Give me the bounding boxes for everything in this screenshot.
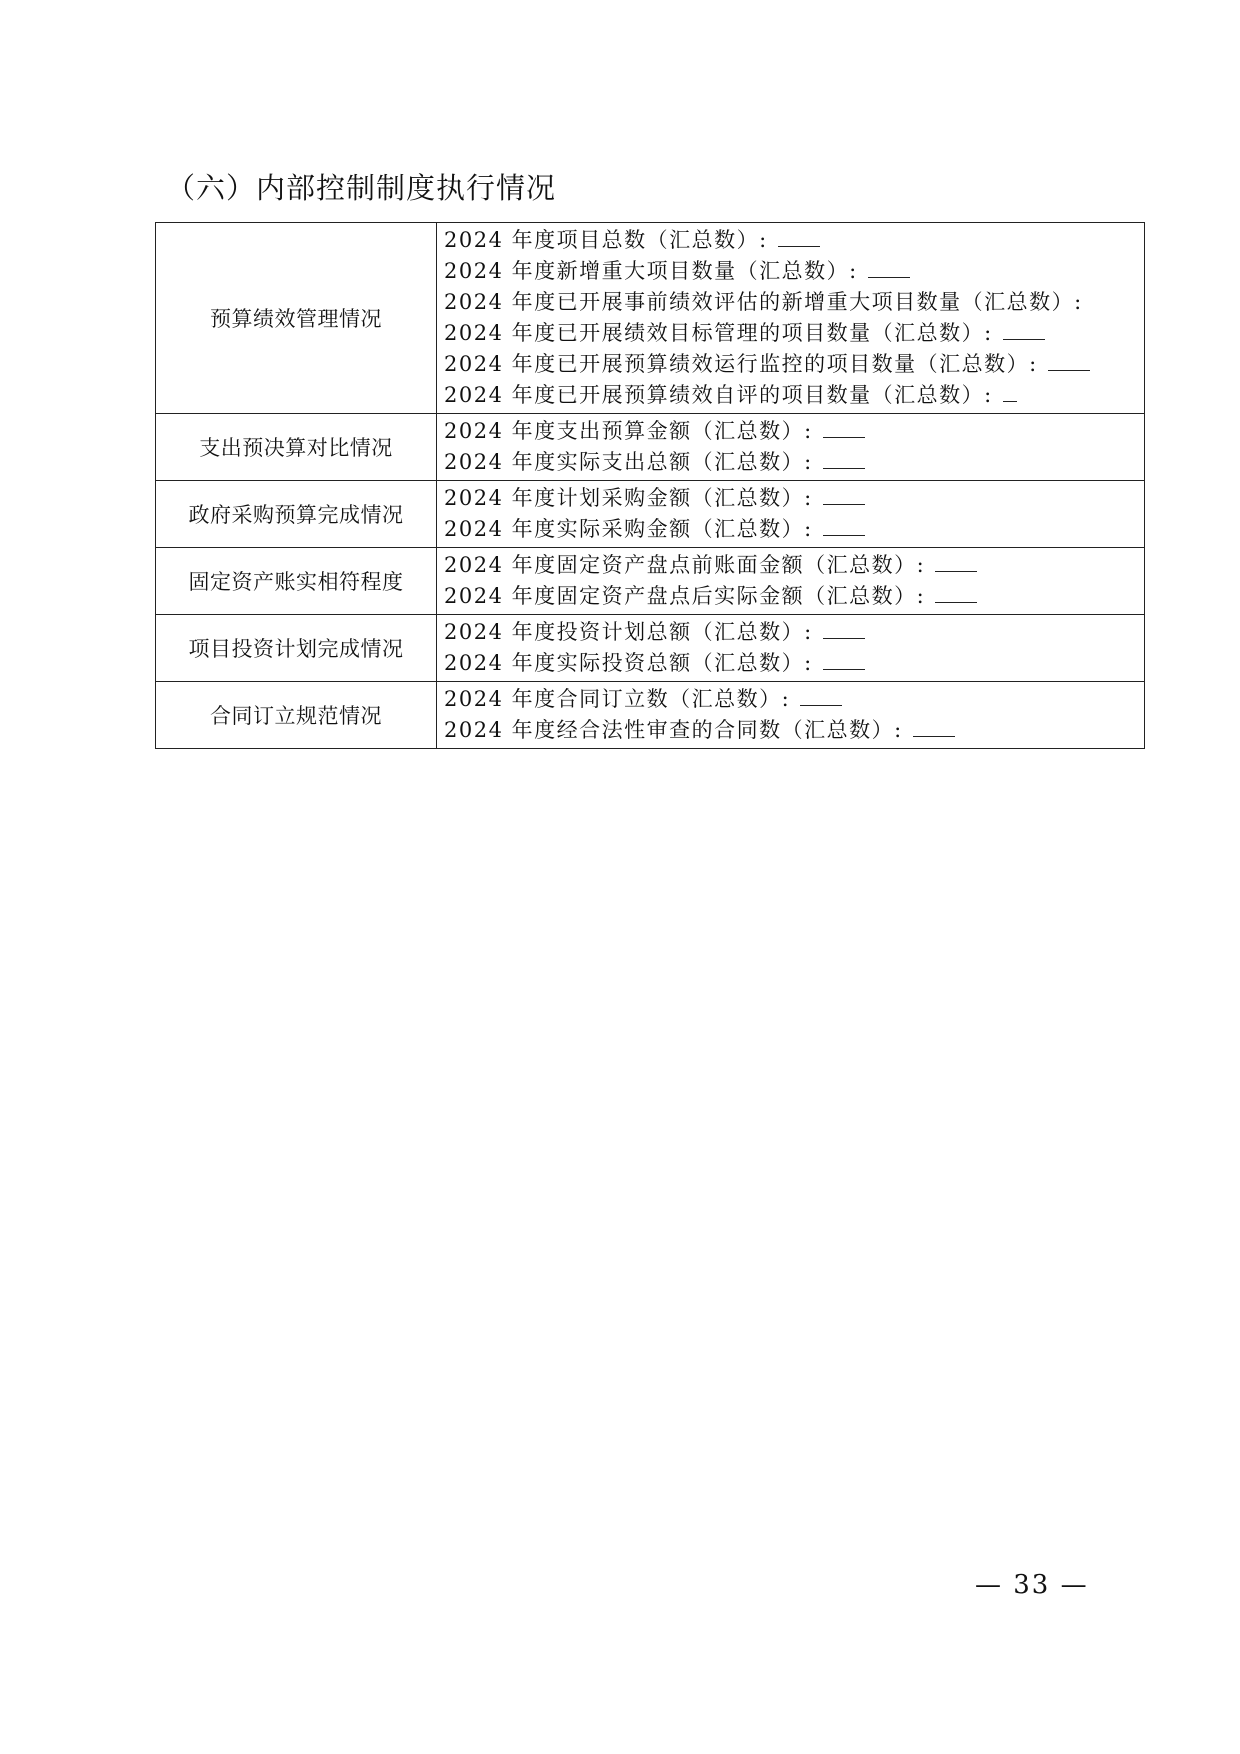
item-line [444, 447, 1144, 478]
item-text: 2024 年度经合法性审查的合同数（汇总数）: [444, 718, 903, 742]
table-row [156, 414, 1145, 481]
fill-in-blank[interactable] [823, 417, 865, 438]
fill-in-blank[interactable] [1003, 319, 1045, 340]
item-line [444, 256, 1144, 287]
category-cell: 固定资产账实相符程度 [156, 548, 437, 615]
item-text: 2024 年度计划采购金额（汇总数）: [444, 486, 813, 510]
item-line [444, 349, 1144, 380]
item-line [444, 380, 1144, 411]
items-cell [437, 223, 1145, 414]
table-row [156, 223, 1145, 414]
category-cell: 政府采购预算完成情况 [156, 481, 437, 548]
item-line [444, 287, 1144, 318]
item-text: 2024 年度合同订立数（汇总数）: [444, 687, 791, 711]
item-line [444, 550, 1144, 581]
items-cell [437, 548, 1145, 615]
item-line [444, 514, 1144, 545]
fill-in-blank[interactable] [868, 257, 910, 278]
fill-in-blank[interactable] [823, 649, 865, 670]
items-cell [437, 414, 1145, 481]
item-line [444, 617, 1144, 648]
item-text: 2024 年度实际支出总额（汇总数）: [444, 450, 813, 474]
fill-in-blank[interactable] [1003, 381, 1017, 402]
item-line [444, 648, 1144, 679]
item-text: 2024 年度项目总数（汇总数）: [444, 228, 768, 252]
item-text: 2024 年度实际投资总额（汇总数）: [444, 651, 813, 675]
category-cell: 支出预决算对比情况 [156, 414, 437, 481]
fill-in-blank[interactable] [823, 484, 865, 505]
fill-in-blank[interactable] [778, 226, 820, 247]
fill-in-blank[interactable] [823, 448, 865, 469]
page-heading: （六）内部控制制度执行情况 [166, 171, 557, 205]
item-line [444, 483, 1144, 514]
item-text: 2024 年度固定资产盘点前账面金额（汇总数）: [444, 553, 926, 577]
fill-in-blank[interactable] [823, 618, 865, 639]
table-row [156, 481, 1145, 548]
items-cell [437, 682, 1145, 749]
category-cell: 预算绩效管理情况 [156, 223, 437, 414]
table-row [156, 615, 1145, 682]
table-row [156, 682, 1145, 749]
items-cell [437, 481, 1145, 548]
page-number: — 33 — [975, 1570, 1089, 1600]
fill-in-blank[interactable] [800, 685, 842, 706]
internal-control-table [155, 222, 1145, 749]
fill-in-blank[interactable] [823, 515, 865, 536]
item-line [444, 684, 1144, 715]
fill-in-blank[interactable] [935, 551, 977, 572]
item-line [444, 715, 1144, 746]
item-line [444, 581, 1144, 612]
item-text: 2024 年度投资计划总额（汇总数）: [444, 620, 813, 644]
item-text: 2024 年度已开展预算绩效自评的项目数量（汇总数）: [444, 383, 993, 407]
fill-in-blank[interactable] [935, 582, 977, 603]
item-line [444, 318, 1144, 349]
items-cell [437, 615, 1145, 682]
item-text: 2024 年度已开展绩效目标管理的项目数量（汇总数）: [444, 321, 993, 345]
item-text: 2024 年度固定资产盘点后实际金额（汇总数）: [444, 584, 926, 608]
fill-in-blank[interactable] [1048, 350, 1090, 371]
item-text: 2024 年度新增重大项目数量（汇总数）: [444, 259, 858, 283]
item-text: 2024 年度已开展事前绩效评估的新增重大项目数量（汇总数）: [444, 290, 1083, 314]
category-cell: 合同订立规范情况 [156, 682, 437, 749]
item-line [444, 416, 1144, 447]
item-text: 2024 年度支出预算金额（汇总数）: [444, 419, 813, 443]
item-text: 2024 年度实际采购金额（汇总数）: [444, 517, 813, 541]
item-text: 2024 年度已开展预算绩效运行监控的项目数量（汇总数）: [444, 352, 1038, 376]
category-cell: 项目投资计划完成情况 [156, 615, 437, 682]
item-line [444, 225, 1144, 256]
table-row [156, 548, 1145, 615]
fill-in-blank[interactable] [913, 716, 955, 737]
